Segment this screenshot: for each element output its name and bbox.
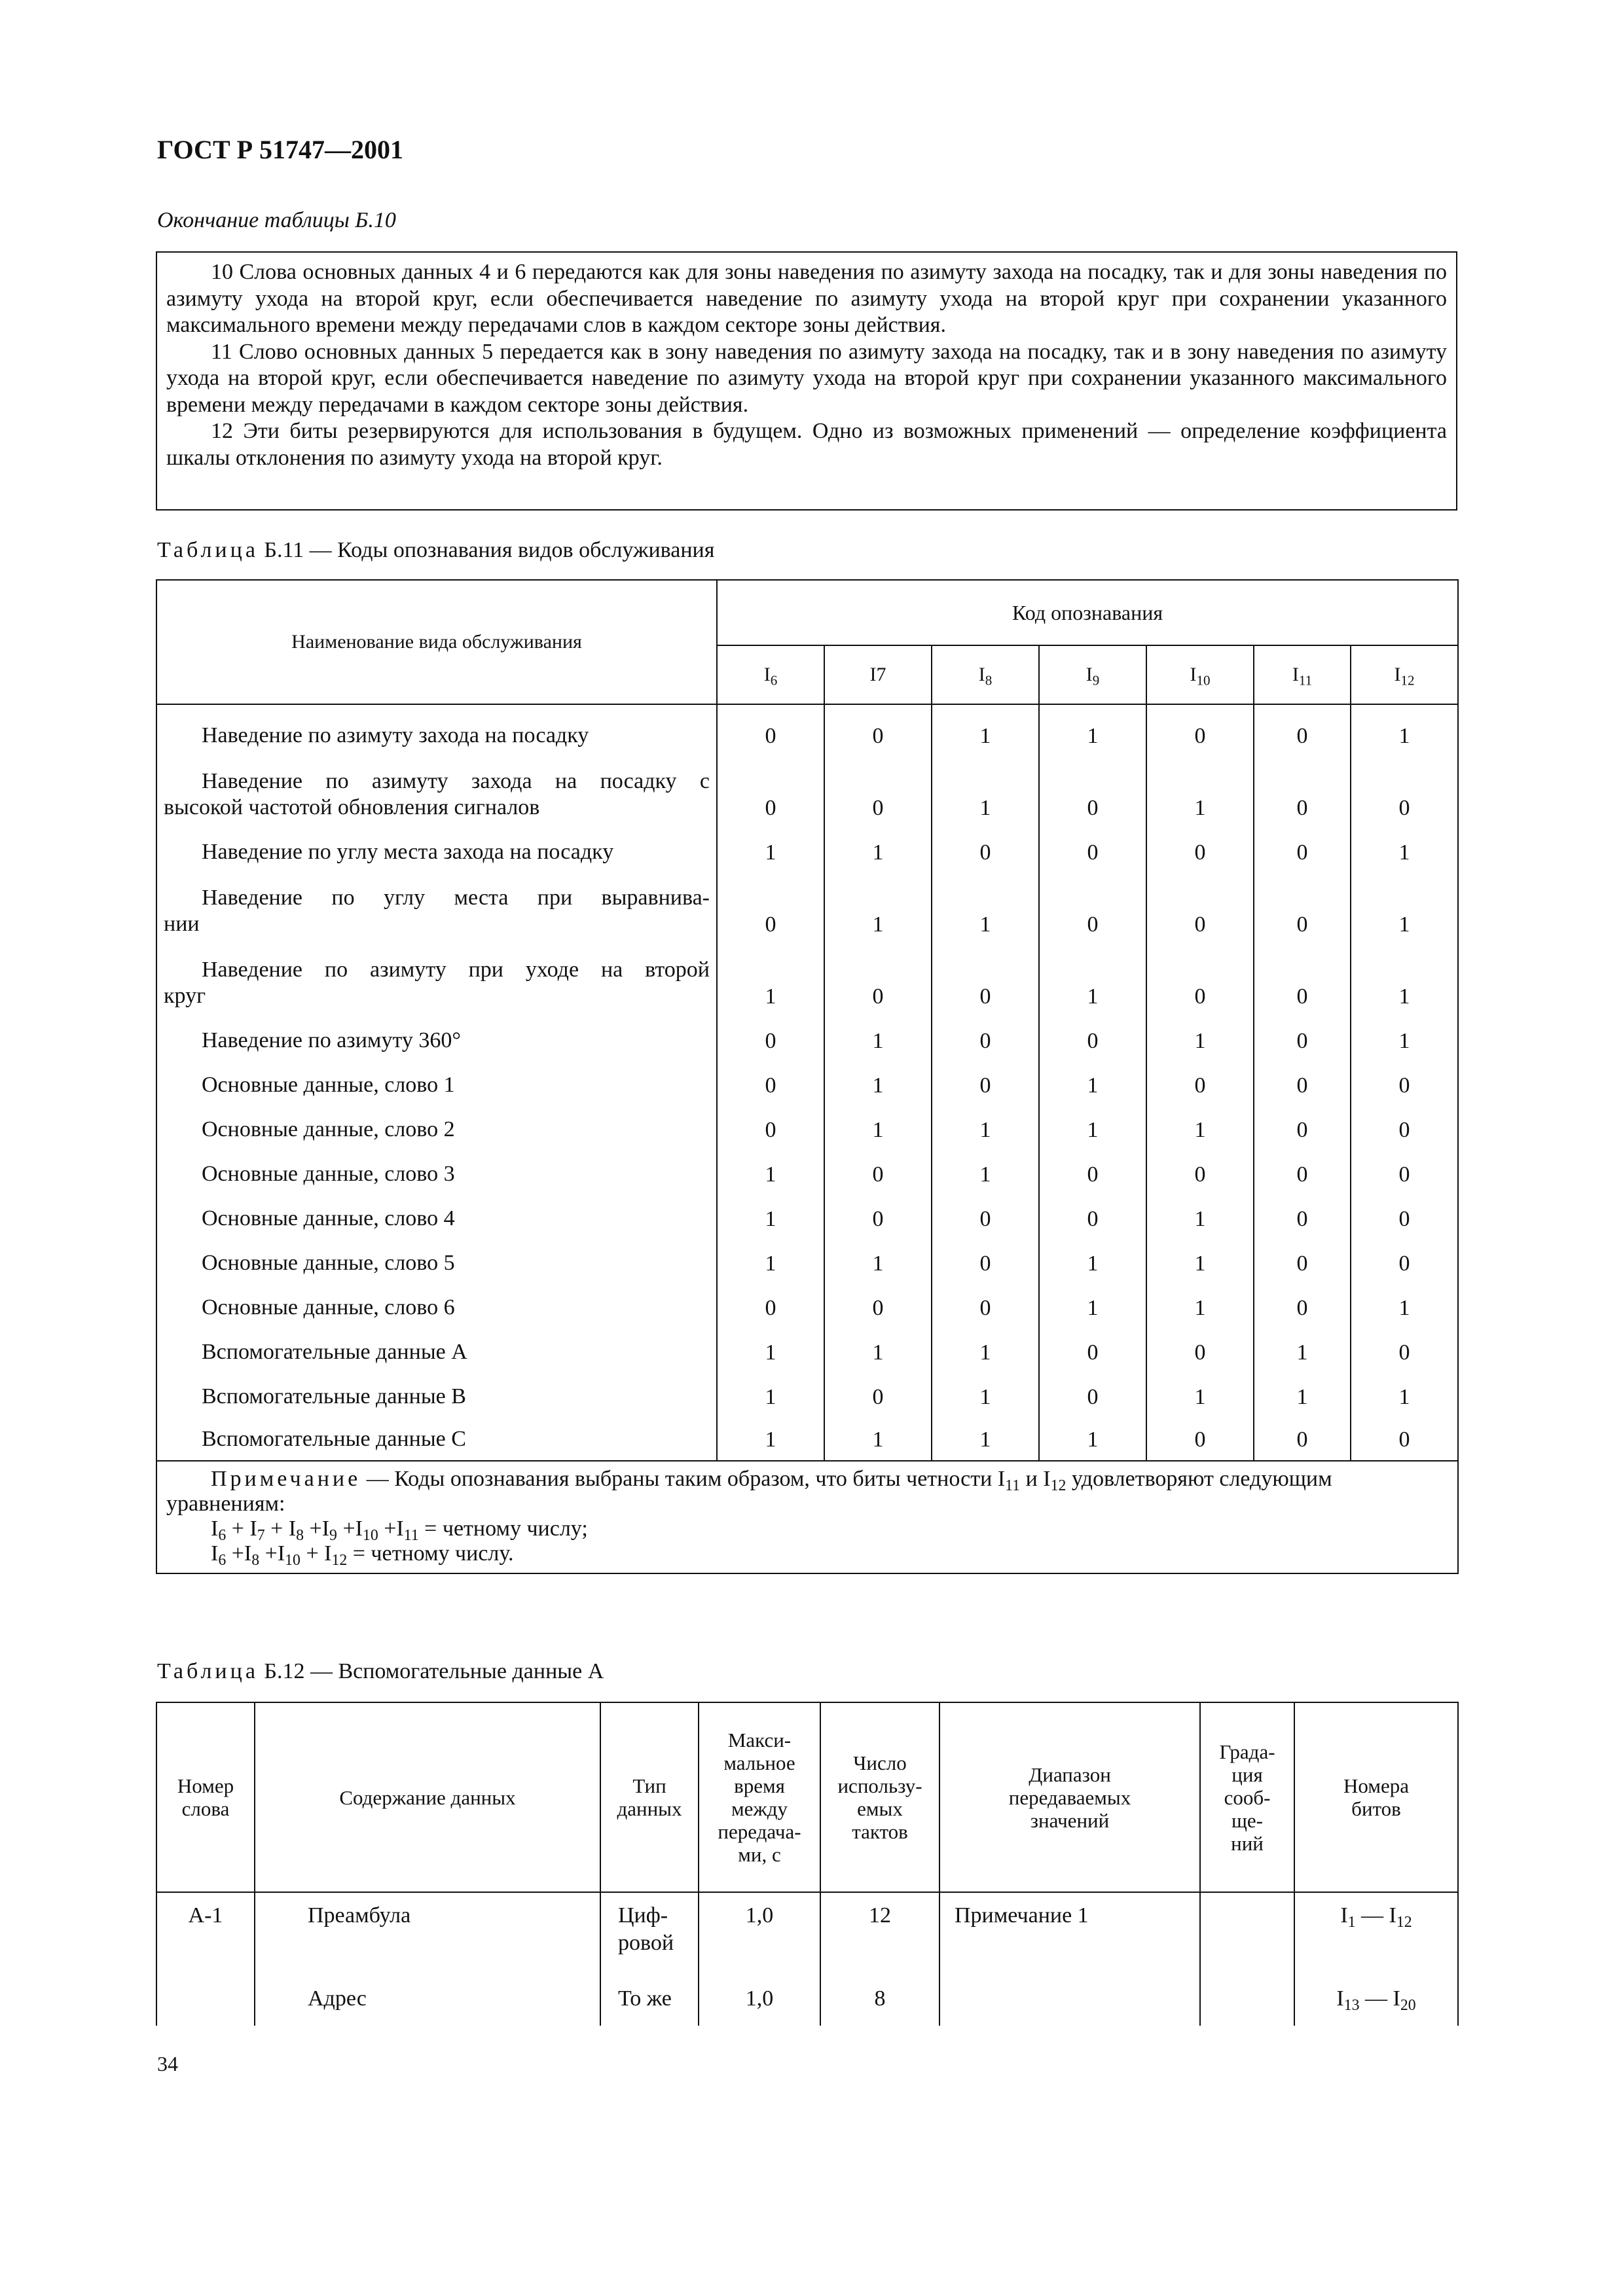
bit-value: 0 [1351, 1194, 1458, 1238]
bit-value: 0 [932, 1283, 1039, 1327]
data-content: Преамбула [255, 1892, 600, 1976]
max-time: 1,0 [699, 1892, 820, 1976]
bit-value: 0 [1146, 872, 1254, 944]
bit-value: 0 [1039, 1149, 1146, 1194]
bit-value: 0 [717, 755, 824, 827]
bit-value: 1 [1351, 944, 1458, 1016]
col-header-data-content: Содержание данных [255, 1702, 600, 1892]
bit-value: 0 [932, 1060, 1039, 1105]
table-b11-note: Примечание — Коды опознавания выбраны таким образом, что биты четности $I_{11}$ и $I_{12}$ удовлетворяют следующим уравнениям: $I_6 + I_7 + I_8 +I_9 +I_{10} +I_{11}$ = четному числу; $I_6 +I_8 +I_{10} + I_{12}$ = четному числу. [156, 1461, 1458, 1573]
col-header-id-code: Код опознавания [717, 580, 1458, 645]
bit-value: 0 [1146, 944, 1254, 1016]
bit-value: 0 [1039, 1327, 1146, 1372]
bit-value: 0 [1039, 827, 1146, 872]
service-name: Наведение по азимуту захода на посадку с высокой частотой обновления сигналов [156, 755, 717, 827]
bit-value: 1 [1039, 1060, 1146, 1105]
service-name: Вспомогательные данные В [156, 1372, 717, 1416]
bit-value: 0 [824, 944, 932, 1016]
table-b11 [156, 579, 1459, 1574]
table-row [156, 1372, 1458, 1416]
table-row [156, 1327, 1458, 1372]
col-header-max-time: Макси- мальное время между передача- ми, с [699, 1702, 820, 1892]
col-header-service-name: Наименование вида обслуживания [156, 580, 717, 704]
bit-value: 0 [1146, 1416, 1254, 1461]
table-row [156, 1105, 1458, 1149]
bit-value: 0 [717, 1283, 824, 1327]
service-name: Наведение по азимуту при уходе на второй круг [156, 944, 717, 1016]
bit-value: 1 [1254, 1372, 1351, 1416]
bit-value: 1 [824, 1327, 932, 1372]
bit-value: 0 [824, 1194, 932, 1238]
bit-value: 1 [932, 1372, 1039, 1416]
parity-equation-1: $I_6 + I_7 + I_8 +I_9 +I_{10} +I_{11}$ = четному числу; [211, 1516, 588, 1545]
max-time: 1,0 [699, 1976, 820, 2026]
bit-value: 0 [1254, 872, 1351, 944]
table-row [156, 1976, 1458, 2026]
bit-value: 0 [1254, 827, 1351, 872]
table-row [156, 1194, 1458, 1238]
bit-numbers: $I_1$ — $I_{12}$ [1294, 1892, 1458, 1976]
document-header: ГОСТ Р 51747—2001 [157, 135, 404, 164]
value-range: Примечание 1 [939, 1892, 1200, 1976]
bit-value: 1 [1146, 1283, 1254, 1327]
table-b12-caption: Таблица Б.12 — Вспомогательные данные А [157, 1659, 604, 1683]
bit-value: 0 [1254, 1194, 1351, 1238]
bit-value: 0 [717, 704, 824, 755]
word-number: А-1 [156, 1892, 255, 1976]
bit-value: 1 [824, 872, 932, 944]
bit-value: 1 [824, 1105, 932, 1149]
bit-value: 1 [717, 944, 824, 1016]
bit-value: 0 [717, 872, 824, 944]
col-header-bit: I7 [824, 645, 932, 704]
gradation [1200, 1892, 1294, 1976]
table-row [156, 944, 1458, 1016]
bit-value: 1 [1039, 1283, 1146, 1327]
bit-value: 0 [1146, 1149, 1254, 1194]
note-10: 10 Слова основных данных 4 и 6 передаются как для зоны наведения по азимуту захода на посадку, так и для зоны наведения по азимуту ухода на второй круг, если обеспечивается наведение по азимуту ухода на второй круг при сохранении указанного максимального времени между передачами слов в каждом секторе зоны действия. [166, 260, 1447, 337]
bit-value: 0 [1039, 872, 1146, 944]
col-header-bit: $I_9$ [1039, 645, 1146, 704]
bit-value: 1 [932, 872, 1039, 944]
bit-value: 1 [717, 1327, 824, 1372]
col-header-word-number: Номер слова [156, 1702, 255, 1892]
bit-value: 0 [1351, 1238, 1458, 1283]
table-continuation-label: Окончание таблицы Б.10 [157, 208, 396, 232]
bit-value: 1 [1039, 944, 1146, 1016]
table-row [156, 1060, 1458, 1105]
bit-value: 1 [717, 1238, 824, 1283]
bit-value: 0 [932, 1016, 1039, 1060]
bit-value: 0 [1254, 944, 1351, 1016]
bit-value: 1 [932, 1149, 1039, 1194]
bit-value: 1 [824, 1416, 932, 1461]
col-header-clock-count: Число использу- емых тактов [820, 1702, 939, 1892]
bit-value: 1 [932, 1327, 1039, 1372]
note-12: 12 Эти биты резервируются для использования в будущем. Одно из возможных применений — определение коэффициента шкалы отклонения по азимуту ухода на второй круг. [166, 419, 1447, 470]
value-range [939, 1976, 1200, 2026]
col-header-bit: $I_6$ [717, 645, 824, 704]
col-header-bit: $I_{11}$ [1254, 645, 1351, 704]
service-name: Наведение по азимуту 360° [156, 1016, 717, 1060]
bit-value: 1 [824, 827, 932, 872]
bit-value: 0 [932, 1194, 1039, 1238]
bit-value: 0 [1254, 1105, 1351, 1149]
bit-value: 1 [1351, 1283, 1458, 1327]
bit-value: 1 [1351, 872, 1458, 944]
page-number: 34 [157, 2052, 178, 2075]
bit-value: 0 [1351, 1060, 1458, 1105]
service-name: Основные данные, слово 4 [156, 1194, 717, 1238]
bit-value: 1 [824, 1238, 932, 1283]
bit-value: 0 [1351, 1416, 1458, 1461]
bit-value: 0 [1254, 1416, 1351, 1461]
parity-equation-2: $I_6 +I_8 +I_{10} + I_{12}$ = четному числу. [211, 1541, 514, 1570]
service-name: Наведение по углу места при выравнива- нии [156, 872, 717, 944]
bit-value: 1 [932, 704, 1039, 755]
bit-value: 1 [1146, 1238, 1254, 1283]
bit-numbers: $I_{13}$ — $I_{20}$ [1294, 1976, 1458, 2026]
table-row [156, 872, 1458, 944]
bit-value: 1 [1351, 827, 1458, 872]
col-header-bit: $I_8$ [932, 645, 1039, 704]
bit-value: 0 [1039, 755, 1146, 827]
service-name: Основные данные, слово 2 [156, 1105, 717, 1149]
bit-value: 1 [1146, 1194, 1254, 1238]
bit-value: 0 [1351, 1105, 1458, 1149]
data-type: Циф- ровой [600, 1892, 699, 1976]
bit-value: 0 [1254, 1149, 1351, 1194]
bit-value: 0 [1254, 1060, 1351, 1105]
bit-value: 1 [1039, 1238, 1146, 1283]
table-b12 [156, 1702, 1459, 2026]
bit-value: 0 [824, 1149, 932, 1194]
col-header-data-type: Тип данных [600, 1702, 699, 1892]
bit-value: 0 [1351, 1149, 1458, 1194]
bit-value: 0 [1254, 1238, 1351, 1283]
clock-count: 12 [820, 1892, 939, 1976]
bit-value: 0 [932, 827, 1039, 872]
col-header-value-range: Диапазон передаваемых значений [939, 1702, 1200, 1892]
note-11: 11 Слово основных данных 5 передается как в зону наведения по азимуту захода на посадку, так и в зону наведения по азимуту ухода на второй круг, если обеспечивается наведение по азимуту ухода на второй круг при сохранении указанного максимального времени между передачами в каждом секторе зоны действия. [166, 339, 1447, 417]
table-row [156, 1016, 1458, 1060]
bit-value: 1 [932, 1105, 1039, 1149]
bit-value: 1 [1146, 755, 1254, 827]
bit-value: 0 [932, 944, 1039, 1016]
table-row [156, 827, 1458, 872]
bit-value: 1 [1039, 1105, 1146, 1149]
bit-value: 0 [1039, 1016, 1146, 1060]
service-name: Основные данные, слово 5 [156, 1238, 717, 1283]
bit-value: 0 [1146, 1327, 1254, 1372]
bit-value: 0 [824, 755, 932, 827]
service-name: Основные данные, слово 1 [156, 1060, 717, 1105]
col-header-bit-numbers: Номера битов [1294, 1702, 1458, 1892]
table-row [156, 1149, 1458, 1194]
bit-value: 0 [1254, 704, 1351, 755]
bit-value: 1 [717, 1416, 824, 1461]
service-name: Наведение по азимуту захода на посадку [156, 704, 717, 755]
bit-value: 0 [717, 1060, 824, 1105]
table-row [156, 755, 1458, 827]
bit-value: 1 [1351, 1016, 1458, 1060]
table-row [156, 704, 1458, 755]
table-row [156, 1892, 1458, 1976]
bit-value: 1 [1146, 1016, 1254, 1060]
word-number [156, 1976, 255, 2026]
bit-value: 0 [1146, 1060, 1254, 1105]
bit-value: 1 [1351, 704, 1458, 755]
bit-value: 1 [1039, 704, 1146, 755]
bit-value: 0 [1039, 1194, 1146, 1238]
table-row [156, 1416, 1458, 1461]
gradation [1200, 1976, 1294, 2026]
service-name: Вспомогательные данные С [156, 1416, 717, 1461]
bit-value: 1 [824, 1016, 932, 1060]
col-header-bit: $I_{12}$ [1351, 645, 1458, 704]
bit-value: 1 [824, 1060, 932, 1105]
bit-value: 1 [932, 1416, 1039, 1461]
bit-value: 1 [1351, 1372, 1458, 1416]
col-header-gradation: Града- ция сооб- ще- ний [1200, 1702, 1294, 1892]
bit-value: 1 [1254, 1327, 1351, 1372]
bit-value: 0 [717, 1016, 824, 1060]
clock-count: 8 [820, 1976, 939, 2026]
bit-value: 0 [1254, 1283, 1351, 1327]
bit-value: 0 [1146, 704, 1254, 755]
service-name: Основные данные, слово 6 [156, 1283, 717, 1327]
service-name: Основные данные, слово 3 [156, 1149, 717, 1194]
table-row [156, 1238, 1458, 1283]
bit-value: 1 [1146, 1372, 1254, 1416]
bit-value: 0 [824, 1283, 932, 1327]
bit-value: 1 [932, 755, 1039, 827]
bit-value: 1 [717, 1372, 824, 1416]
bit-value: 1 [717, 827, 824, 872]
bit-value: 0 [824, 704, 932, 755]
data-content: Адрес [255, 1976, 600, 2026]
bit-value: 0 [1351, 755, 1458, 827]
bit-value: 0 [824, 1372, 932, 1416]
table-b10-notes [156, 251, 1457, 511]
bit-value: 0 [932, 1238, 1039, 1283]
bit-value: 1 [717, 1149, 824, 1194]
service-name: Наведение по углу места захода на посадку [156, 827, 717, 872]
col-header-bit: $I_{10}$ [1146, 645, 1254, 704]
bit-value: 1 [1039, 1416, 1146, 1461]
bit-value: 0 [1254, 1016, 1351, 1060]
data-type: То же [600, 1976, 699, 2026]
bit-value: 1 [1146, 1105, 1254, 1149]
bit-value: 1 [717, 1194, 824, 1238]
bit-value: 0 [1039, 1372, 1146, 1416]
bit-value: 0 [1351, 1327, 1458, 1372]
table-row [156, 1283, 1458, 1327]
bit-value: 0 [1146, 827, 1254, 872]
service-name: Вспомогательные данные А [156, 1327, 717, 1372]
bit-value: 0 [1254, 755, 1351, 827]
bit-value: 0 [717, 1105, 824, 1149]
table-b11-caption: Таблица Б.11 — Коды опознавания видов обслуживания [157, 538, 715, 562]
